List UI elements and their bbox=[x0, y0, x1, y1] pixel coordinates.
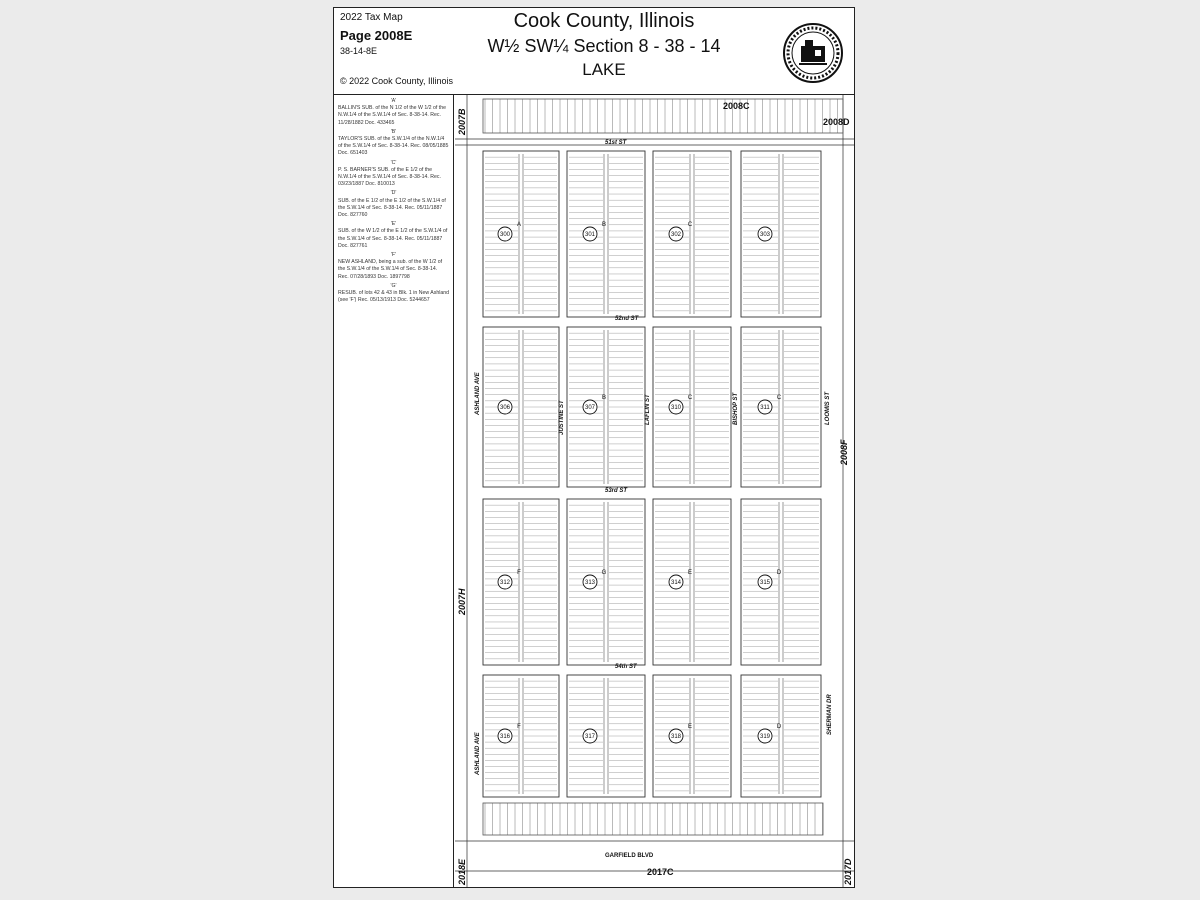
block-number: 312 bbox=[499, 580, 511, 587]
block-number: 319 bbox=[759, 734, 771, 741]
block-number: 318 bbox=[670, 734, 682, 741]
block-number: 307 bbox=[584, 405, 596, 412]
block-outline bbox=[483, 99, 843, 133]
legend-text: SUB. of the W 1/2 of the E 1/2 of the S.W.1/4 of the S.W.1/4 of Sec. 8-38-14. Rec. 05/11/1887 Doc. 827761 bbox=[338, 228, 448, 249]
block-number: 301 bbox=[584, 232, 596, 239]
map-header bbox=[334, 8, 854, 95]
subdivision-letter: G bbox=[601, 570, 607, 576]
adjacent-page-label: 2007H bbox=[457, 588, 467, 615]
adjacent-page-label: 2008F bbox=[839, 439, 849, 465]
legend-text: RESUB. of lots 42 & 43 in Blk. 1 in New Ashland (see 'F') Rec. 05/13/1913 Doc. 5244657 bbox=[338, 290, 450, 304]
adjacent-page-label: 2018E bbox=[457, 858, 467, 885]
legend-entry bbox=[338, 160, 449, 189]
block-number: 300 bbox=[499, 232, 511, 239]
block-outline bbox=[483, 151, 559, 317]
block-number: 317 bbox=[584, 734, 596, 741]
legend-entry bbox=[338, 252, 449, 281]
street-label-ew: 54th ST bbox=[615, 664, 637, 670]
street-label-ns: LOOMIS ST bbox=[825, 392, 831, 425]
block-number: 310 bbox=[670, 405, 682, 412]
legend-text: P. S. BARNER'S SUB. of the E 1/2 of the N.W.1/4 of the S.W.1/4 of Sec. 8-38-14. Rec. 03/23/1887 Doc. 810013 bbox=[338, 166, 441, 188]
subdivision-letter: C bbox=[776, 395, 782, 401]
subdivision-letter: E bbox=[687, 724, 693, 730]
legend-key: 'E' bbox=[390, 221, 397, 228]
block-number: 314 bbox=[670, 580, 682, 587]
block-number: 313 bbox=[584, 580, 596, 587]
legend-entry bbox=[338, 98, 449, 127]
street-label-ns: BISHOP ST bbox=[733, 392, 739, 425]
legend-text: TAYLOR'S SUB. of the S.W.1/4 of the N.W.1/4 of the S.W.1/4 of Sec. 8-38-14. Rec. 08/05/1885 Doc. 651403 bbox=[338, 136, 449, 157]
map-title: Cook County, Illinois bbox=[513, 10, 695, 32]
subdivision-legend bbox=[334, 95, 454, 887]
block-number: 302 bbox=[670, 232, 682, 239]
block-outline bbox=[567, 151, 645, 317]
subdivision-letter: B bbox=[601, 395, 607, 401]
block-number: 316 bbox=[499, 734, 511, 741]
block-number: 315 bbox=[759, 580, 771, 587]
subdivision-letter: E bbox=[687, 570, 693, 576]
page-number: Page 2008E bbox=[340, 28, 413, 43]
street-label-ns: ASHLAND AVE bbox=[475, 732, 481, 775]
subdivision-letter: A bbox=[516, 222, 522, 228]
section-title: W½ SW¼ Section 8 - 38 - 14 bbox=[487, 36, 721, 56]
street-label-ew: 52nd ST bbox=[615, 316, 639, 322]
adjacent-page-label: 2017C bbox=[647, 867, 674, 877]
street-label-ew: 51st ST bbox=[605, 140, 627, 146]
street-label-ns: ASHLAND AVE bbox=[475, 372, 481, 415]
street-label-ns: SHERMAN DR bbox=[827, 694, 833, 735]
legend-text: SUB. of the E 1/2 of the E 1/2 of the S.W.1/4 of the S.W.1/4 of Sec. 8-38-14. Rec. 05/11/1887 Doc. 827760 bbox=[338, 197, 446, 219]
subdivision-letter: B bbox=[601, 222, 607, 228]
subdivision-letter: F bbox=[517, 570, 521, 576]
adjacent-page-label: 2007B bbox=[457, 108, 467, 135]
adjacent-page-label: 2017D bbox=[843, 858, 853, 885]
subdivision-letter: D bbox=[776, 570, 782, 576]
map-year: 2022 Tax Map bbox=[340, 12, 403, 23]
legend-key: 'C' bbox=[390, 159, 397, 166]
block-outline bbox=[741, 499, 821, 665]
street-label-ns: JUSTINE ST bbox=[559, 400, 565, 435]
street-label-ew: 53rd ST bbox=[605, 488, 628, 494]
legend-entry bbox=[338, 129, 449, 158]
tax-map-sheet bbox=[333, 7, 855, 888]
legend-key: 'F' bbox=[390, 252, 397, 259]
legend-key: 'D' bbox=[390, 190, 397, 197]
block-outline bbox=[483, 803, 823, 835]
block-outline bbox=[483, 499, 559, 665]
legend-text: NEW ASHLAND, being a sub. of the W 1/2 of the S.W.1/4 of the S.W.1/4 of Sec. 8-38-14. Rec. 07/28/1893 Doc. 1897798 bbox=[338, 259, 443, 280]
street-label-ns: LAFLIN ST bbox=[645, 394, 651, 425]
adjacent-page-label: 2008C bbox=[723, 101, 750, 111]
block-outline bbox=[741, 151, 821, 317]
block-outline bbox=[567, 499, 645, 665]
subdivision-letter: C bbox=[687, 395, 693, 401]
block-number: 311 bbox=[760, 405, 770, 412]
legend-key: 'B' bbox=[390, 128, 397, 135]
block-number: 303 bbox=[759, 232, 771, 239]
legend-text: BALLIN'S SUB. of the N 1/2 of the W 1/2 of the N.W.1/4 of the S.W.1/4 of Sec. 8-38-14. Rec. 11/28/1882 Doc. 433465 bbox=[338, 105, 446, 126]
legend-entry bbox=[338, 283, 449, 305]
legend-key: 'G' bbox=[390, 282, 397, 289]
block-outline bbox=[653, 499, 731, 665]
parcel-map bbox=[455, 95, 854, 887]
section-code: 38-14-8E bbox=[340, 46, 378, 56]
parcel-map-drawing bbox=[455, 95, 854, 887]
legend-key: 'A' bbox=[390, 98, 397, 104]
street-label-garfield: GARFIELD BLVD bbox=[605, 853, 654, 859]
county-seal-icon bbox=[782, 22, 844, 84]
legend-entry bbox=[338, 190, 449, 219]
legend-entry bbox=[338, 221, 449, 250]
adjacent-page-label: 2008D bbox=[823, 117, 850, 127]
subdivision-letter: F bbox=[517, 724, 521, 730]
block-outline bbox=[653, 151, 731, 317]
block-number: 306 bbox=[499, 405, 511, 412]
subdivision-letter: C bbox=[687, 222, 693, 228]
subdivision-letter: D bbox=[776, 724, 782, 730]
township-title: LAKE bbox=[582, 60, 626, 79]
copyright: © 2022 Cook County, Illinois bbox=[340, 76, 454, 86]
